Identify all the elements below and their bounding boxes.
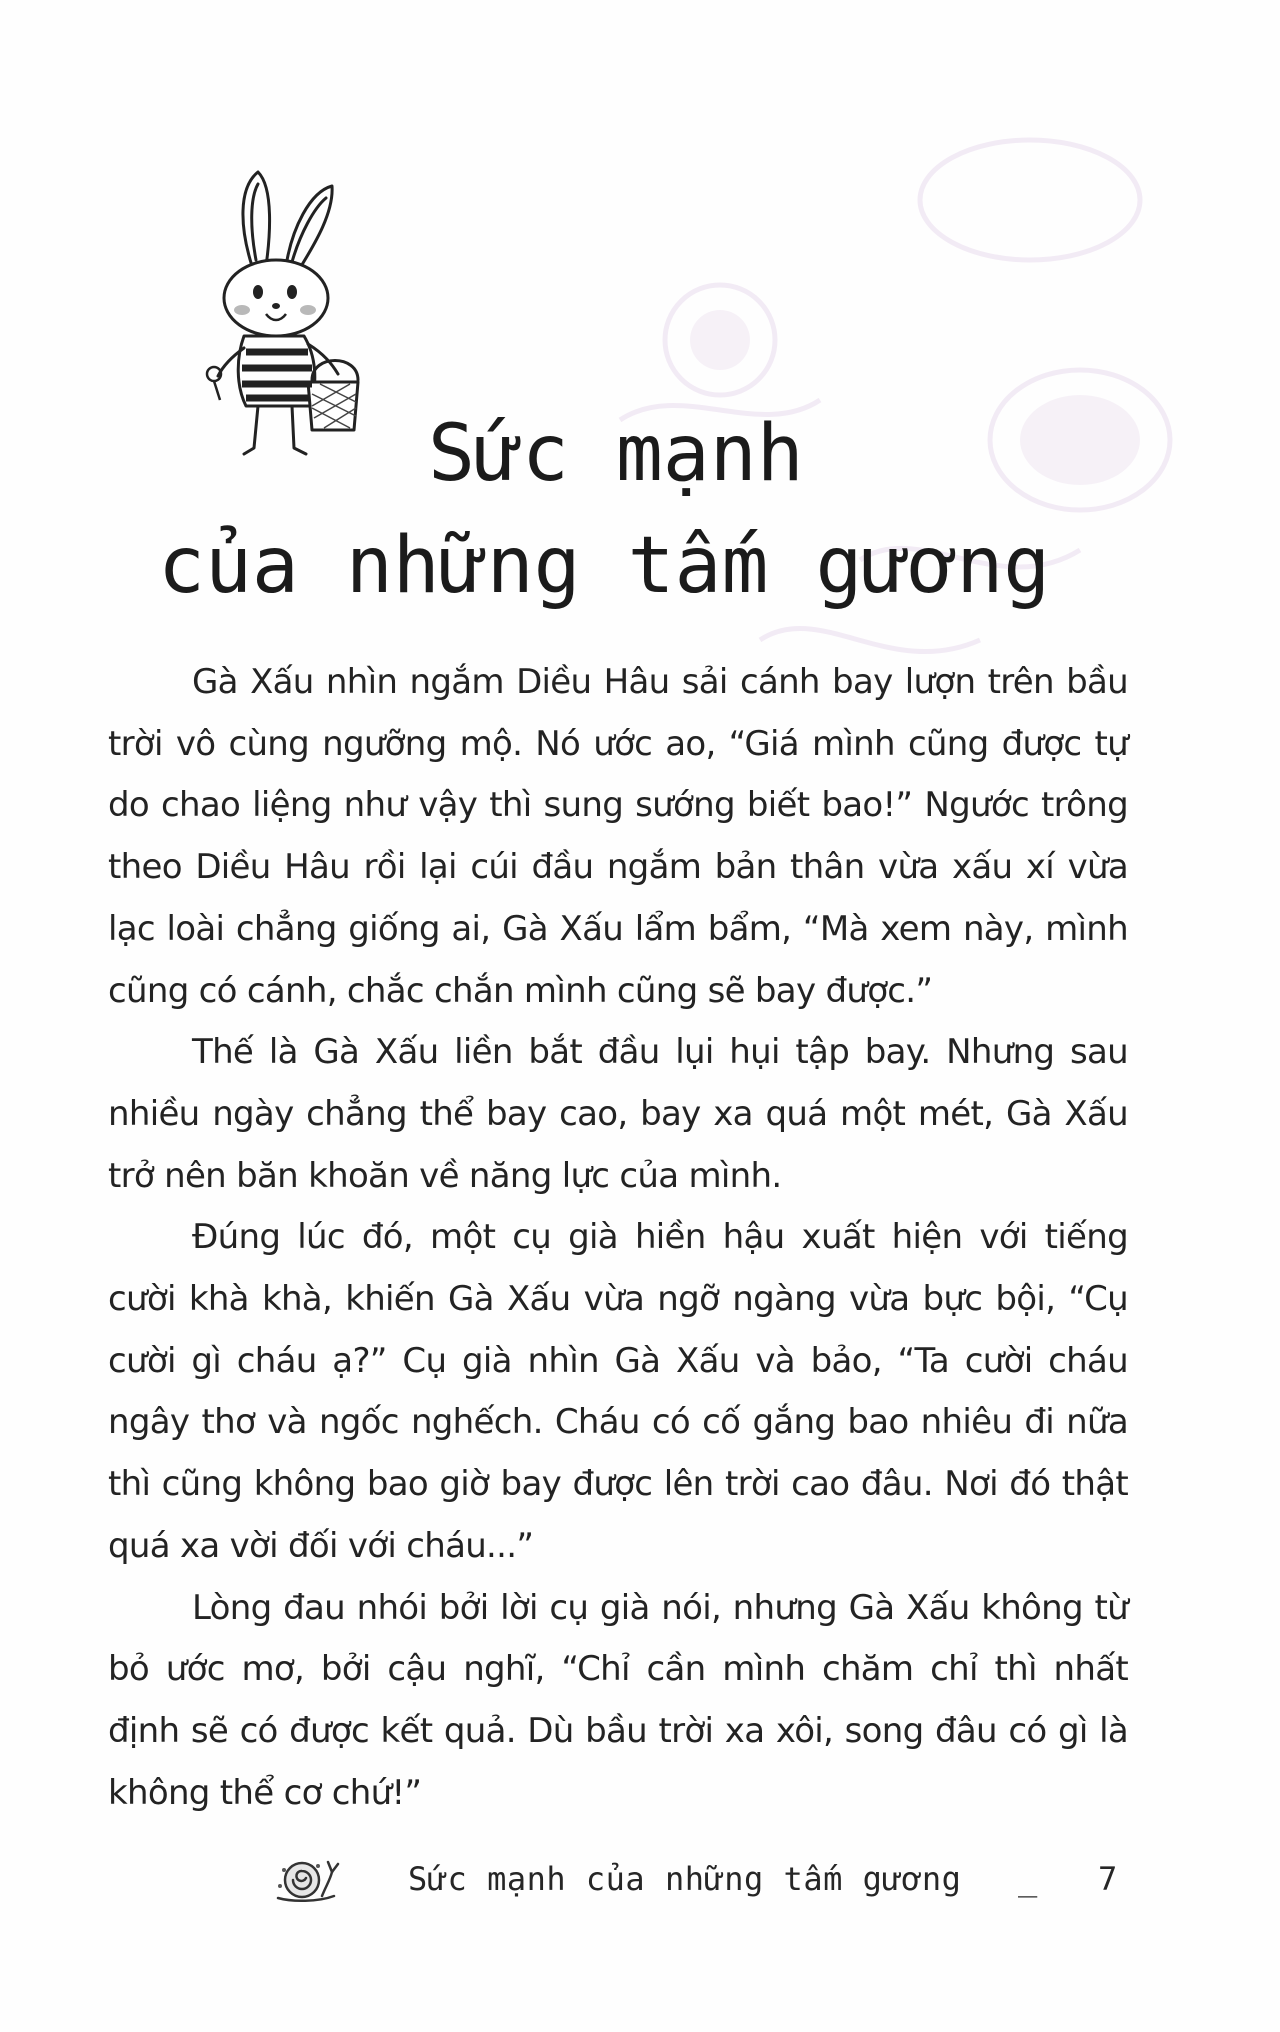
chapter-title-line-1: Sức mạnh: [428, 409, 804, 499]
paragraph: Gà Xấu nhìn ngắm Diều Hâu sải cánh bay lượn trên bầu trời vô cùng ngưỡng mộ. Nó ước ao, “Giá mình cũng được tự do chao liệng như vậy thì sung sướng biết bao!” Ngước trông theo Diều Hâu rồi lại cúi đầu ngắm bản thân vừa xấu xí vừa lạc loài chẳng giống ai, Gà Xấu lẩm bẩm, “Mà xem này, mình cũng có cánh, chắc chắn mình cũng sẽ bay được.”: [108, 662, 1128, 1011]
running-title: Sức mạnh của những tấm gương: [408, 1860, 962, 1898]
page-footer: [0, 1852, 1280, 1912]
paragraph: Lòng đau nhói bởi lời cụ già nói, nhưng Gà Xấu không từ bỏ ước mơ, bởi cậu nghĩ, “Chỉ cần mình chăm chỉ thì nhất định sẽ có được kết quả. Dù bầu trời xa xôi, song đâu có gì là không thể cơ chứ!”: [108, 1587, 1128, 1813]
chapter-title-line-2: của những tấm gương: [158, 521, 1051, 611]
paragraph: Thế là Gà Xấu liền bắt đầu lụi hụi tập bay. Nhưng sau nhiều ngày chẳng thể bay cao, bay xa quá một mét, Gà Xấu trở nên băn khoăn về năng lực của mình.: [108, 1032, 1128, 1196]
chapter-title: [0, 398, 1280, 622]
page-number: 7: [1098, 1860, 1118, 1898]
paragraph: Đúng lúc đó, một cụ già hiền hậu xuất hiện với tiếng cười khà khà, khiến Gà Xấu vừa ngỡ ngàng vừa bực bội, “Cụ cười gì cháu ạ?” Cụ già nhìn Gà Xấu và bảo, “Ta cười cháu ngây thơ và ngốc nghếch. Cháu có cố gắng bao nhiêu đi nữa thì cũng không bao giờ bay được lên trời cao đâu. Nơi đó thật quá xa vời đối với cháu...”: [108, 1217, 1128, 1566]
snail-icon: [272, 1856, 342, 1908]
footer-dash: _: [1018, 1860, 1038, 1898]
story-body: [108, 652, 1128, 1824]
